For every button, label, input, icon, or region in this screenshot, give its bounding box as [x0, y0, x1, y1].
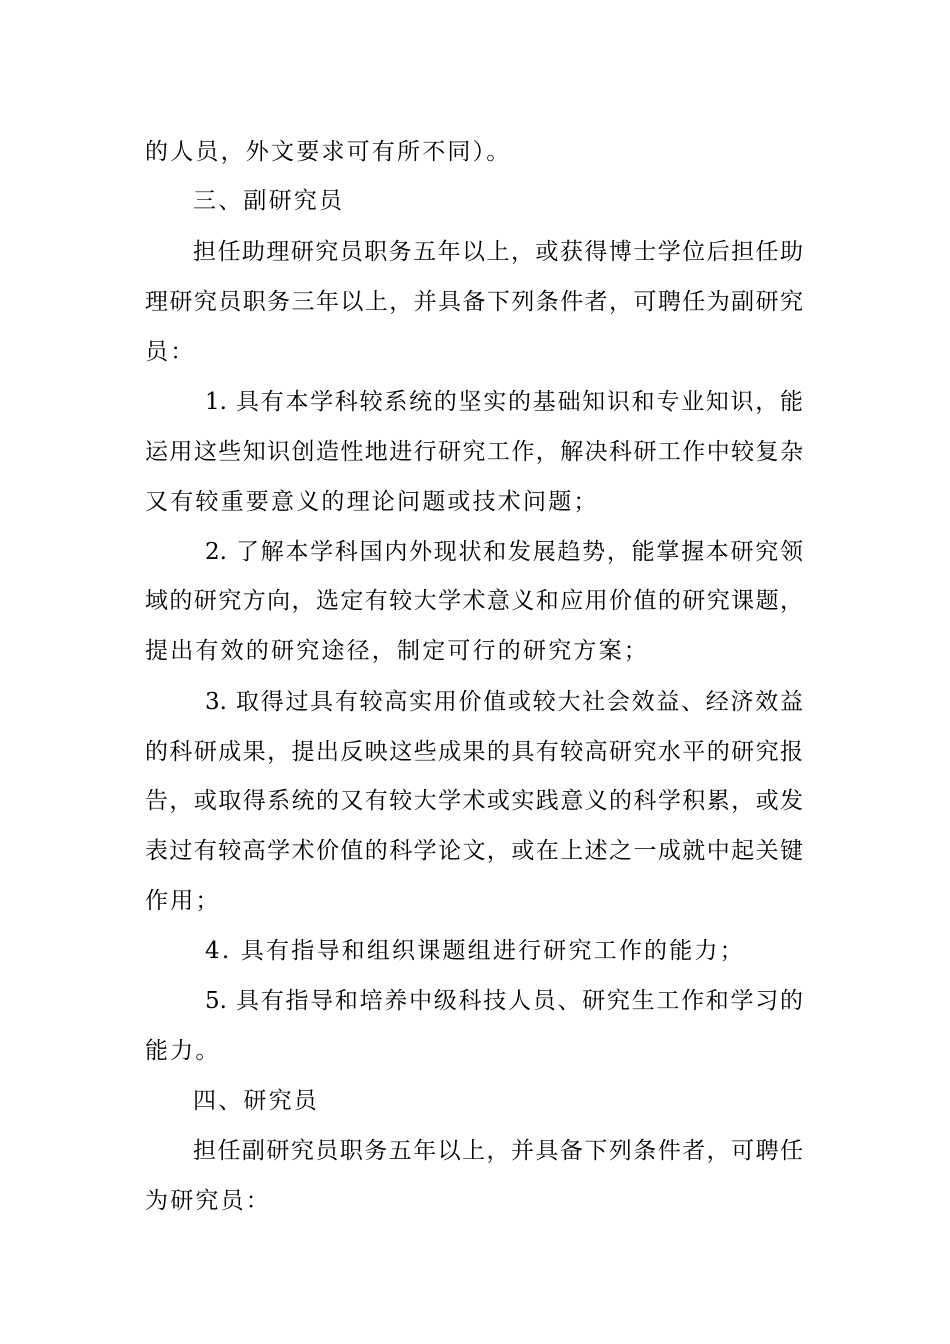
section-heading: 三、副研究员 [193, 188, 345, 214]
text-line: 担任副研究员职务五年以上，并具备下列条件者，可聘任 [193, 1138, 803, 1164]
text-line: 理研究员职务三年以上，并具备下列条件者，可聘任为副研究 [145, 289, 803, 315]
text-line: 又有较重要意义的理论问题或技术问题； [145, 489, 599, 515]
text-line: 告，或取得系统的又有较大学术或实践意义的科学积累，或发 [145, 788, 803, 814]
text-line: 的人员，外文要求可有所不同）。 [145, 139, 512, 165]
text-line: 担任助理研究员职务五年以上，或获得博士学位后担任助 [193, 239, 803, 265]
list-item: 1. 具有本学科较系统的坚实的基础知识和专业知识，能 [205, 389, 803, 415]
text-line: 员： [145, 339, 196, 365]
text-line: 提出有效的研究途径，制定可行的研究方案； [145, 638, 649, 664]
list-item: 5. 具有指导和培养中级科技人员、研究生工作和学习的 [205, 988, 803, 1014]
list-item: 3. 取得过具有较高实用价值或较大社会效益、经济效益 [205, 689, 803, 715]
text-line: 作用； [145, 888, 221, 914]
list-item: 2. 了解本学科国内外现状和发展趋势，能掌握本研究领 [205, 539, 803, 565]
text-line: 域的研究方向，选定有较大学术意义和应用价值的研究课题， [145, 588, 803, 614]
text-line: 运用这些知识创造性地进行研究工作，解决科研工作中较复杂 [145, 439, 803, 465]
text-line: 为研究员： [145, 1188, 271, 1214]
text-line: 能力。 [145, 1038, 221, 1064]
section-heading: 四、研究员 [193, 1088, 319, 1114]
list-item: 4. 具有指导和组织课题组进行研究工作的能力； [205, 938, 745, 964]
text-line: 表过有较高学术价值的科学论文，或在上述之一成就中起关键 [145, 838, 803, 864]
text-line: 的科研成果，提出反映这些成果的具有较高研究水平的研究报 [145, 739, 803, 765]
